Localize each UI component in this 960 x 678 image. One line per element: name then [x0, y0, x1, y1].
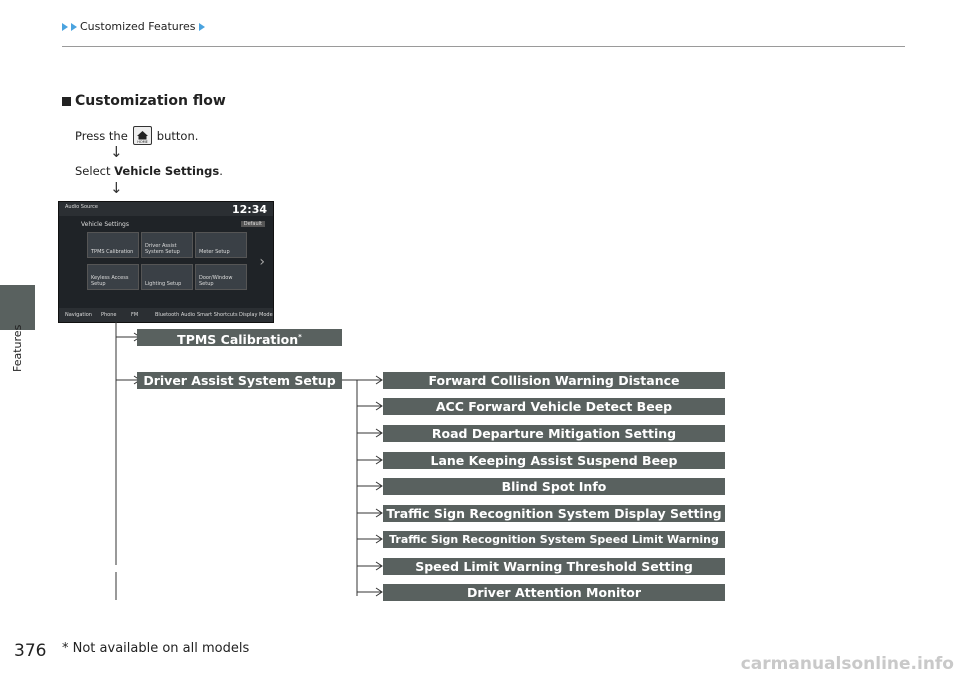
step-text: . — [219, 164, 223, 178]
menu-item-traffic-sign-recognition-display-setting: Traffic Sign Recognition System Display Setting — [383, 505, 725, 522]
screen-tile: Meter Setup — [195, 232, 247, 258]
svg-text:HOME: HOME — [136, 140, 148, 144]
step-target: Vehicle Settings — [114, 164, 220, 178]
screen-bottom-bar: Navigation Phone FM Bluetooth Audio Smart Shortcuts Display Mode — [59, 308, 273, 322]
menu-item-acc-forward-vehicle-detect-beep: ACC Forward Vehicle Detect Beep — [383, 398, 725, 415]
screen-default-button: Default — [241, 221, 265, 227]
step-text: Select — [75, 164, 111, 178]
menu-item-forward-collision-warning-distance: Forward Collision Warning Distance — [383, 372, 725, 389]
menu-item-road-departure-mitigation-setting: Road Departure Mitigation Setting — [383, 425, 725, 442]
footnote: * Not available on all models — [62, 641, 250, 656]
menu-item-lane-keeping-assist-suspend-beep: Lane Keeping Assist Suspend Beep — [383, 452, 725, 469]
chevron-right-icon: › — [259, 254, 265, 270]
step-text: button. — [156, 128, 199, 143]
watermark: carmanualsonline.info — [740, 654, 954, 674]
page-number: 376 — [14, 641, 47, 661]
menu-item-traffic-sign-recognition-speed-limit-warning: Traffic Sign Recognition System Speed Limit Warning — [383, 531, 725, 548]
screen-clock: 12:34 — [231, 203, 267, 216]
screen-tile: Lighting Setup — [141, 264, 193, 290]
screen-tile: Driver Assist System Setup — [141, 232, 193, 258]
screen-audio-source: Audio Source — [65, 204, 98, 210]
screen-tile: Door/Window Setup — [195, 264, 247, 290]
breadcrumb-label[interactable]: Customized Features — [80, 20, 196, 33]
arrow-down-icon: ↓ — [110, 179, 123, 197]
menu-item-tpms-calibration: TPMS Calibration* — [137, 329, 342, 346]
screen-tile: Keyless Access Setup — [87, 264, 139, 290]
menu-item-driver-assist-system-setup: Driver Assist System Setup — [137, 372, 342, 389]
arrow-down-icon: ↓ — [110, 143, 123, 161]
step-text: Press the — [75, 128, 128, 143]
screen-tile: TPMS Calibration — [87, 232, 139, 258]
screen-title: Vehicle Settings — [81, 221, 129, 228]
menu-item-blind-spot-info: Blind Spot Info — [383, 478, 725, 495]
menu-item-speed-limit-warning-threshold-setting: Speed Limit Warning Threshold Setting — [383, 558, 725, 575]
chapter-label: Features — [11, 324, 24, 372]
section-title-text: Customization flow — [75, 93, 226, 109]
menu-item-driver-attention-monitor: Driver Attention Monitor — [383, 584, 725, 601]
